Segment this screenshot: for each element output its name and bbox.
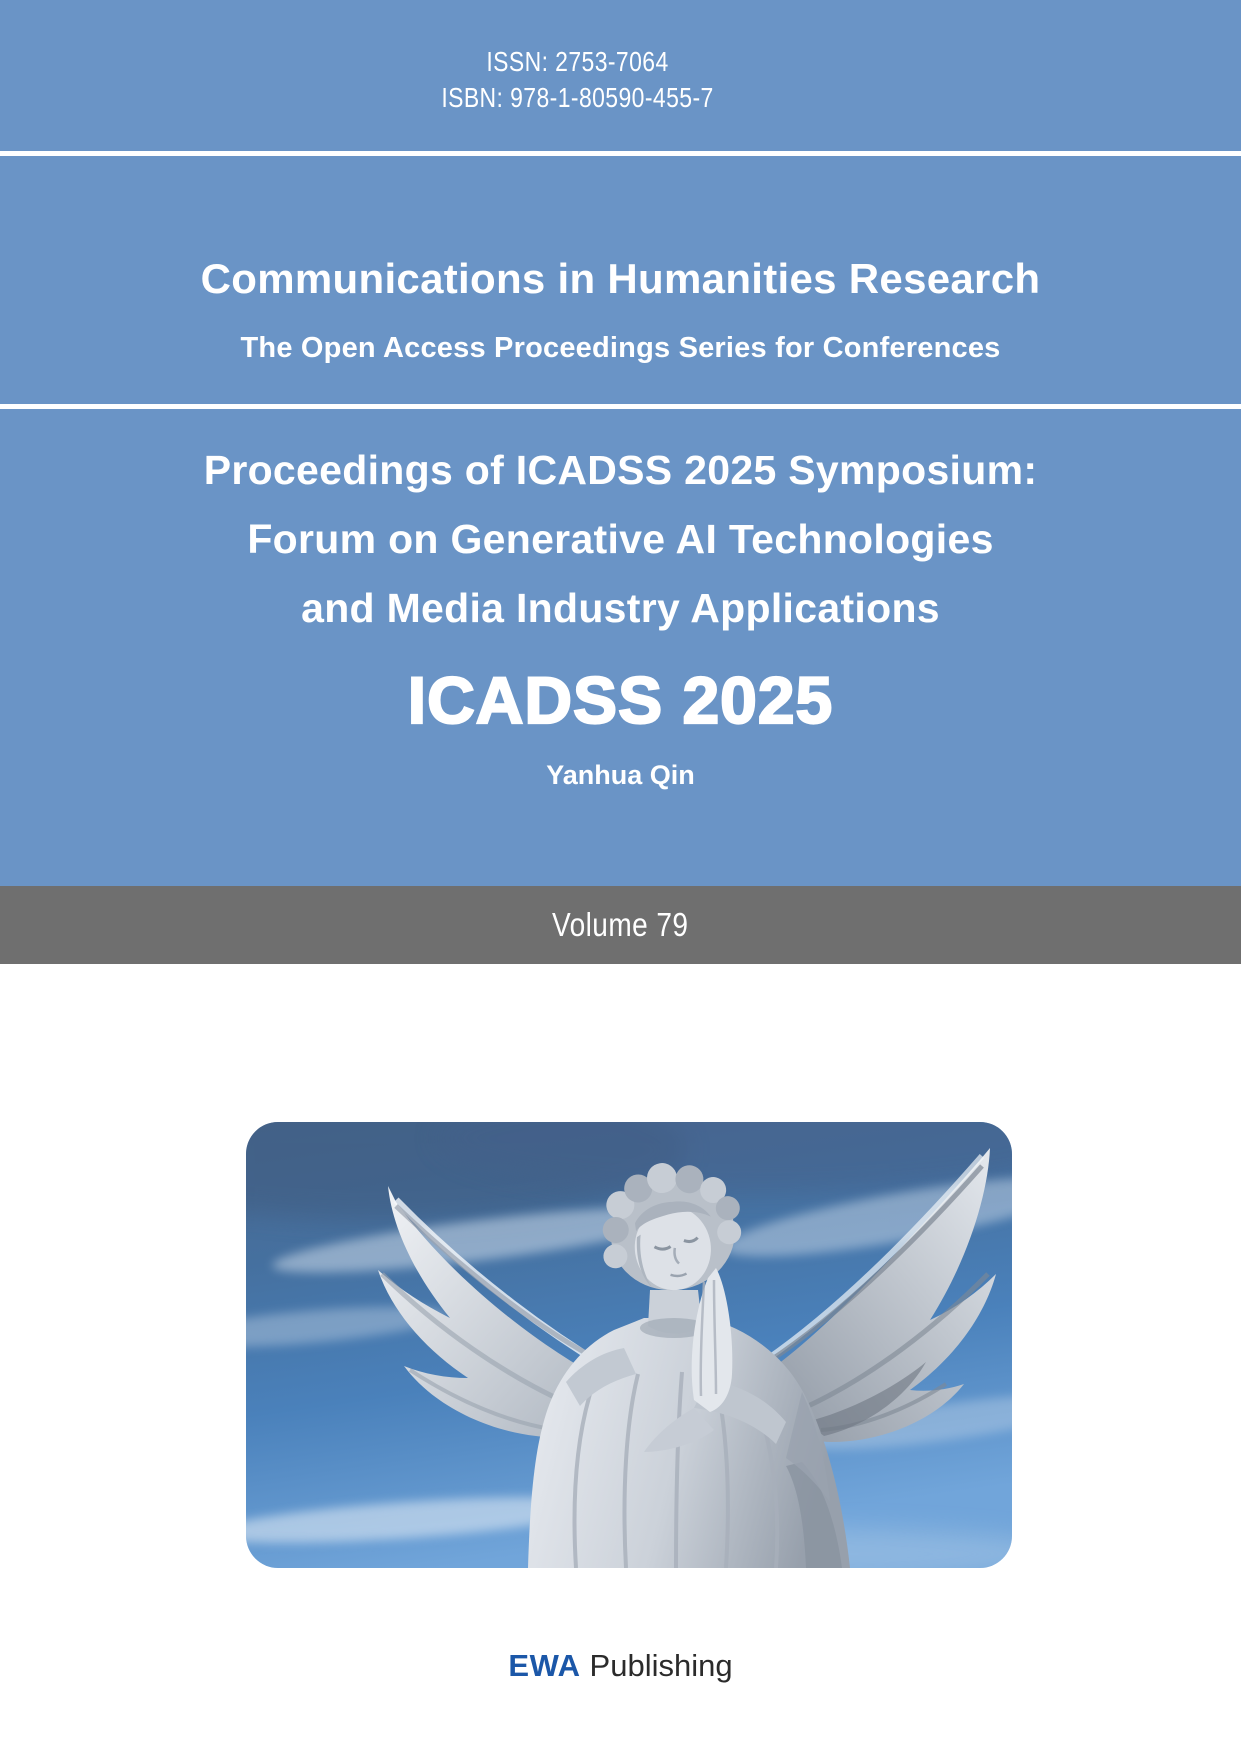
- isbn-line: ISBN: 978-1-80590-455-7: [441, 82, 714, 113]
- publisher-logo: [0, 1648, 1241, 1684]
- angel-statue-illustration: [246, 1122, 1012, 1568]
- publisher-name: Publishing: [589, 1648, 733, 1683]
- proceedings-title-line-2: Forum on Generative AI Technologies: [247, 516, 994, 562]
- identifier-block: [0, 44, 1198, 116]
- proceedings-title-line-3: and Media Industry Applications: [301, 585, 940, 631]
- series-subtitle: The Open Access Proceedings Series for Conferences: [240, 332, 1001, 364]
- volume-label: Volume 79: [552, 906, 689, 943]
- series-title: Communications in Humanities Research: [200, 255, 1041, 302]
- editor-name: Yanhua Qin: [546, 760, 695, 790]
- praying-angel-statue-image: [246, 1122, 1012, 1568]
- conference-acronym: ICADSS 2025: [407, 663, 834, 737]
- proceedings-title-line-1: Proceedings of ICADSS 2025 Symposium:: [203, 447, 1038, 493]
- divider-line-middle: [0, 404, 1241, 409]
- divider-line-top: [0, 151, 1241, 156]
- publisher-brand: EWA: [508, 1648, 581, 1683]
- volume-bar: [0, 886, 1241, 964]
- proceedings-title: [0, 436, 1241, 643]
- issn-line: ISSN: 2753-7064: [486, 46, 669, 77]
